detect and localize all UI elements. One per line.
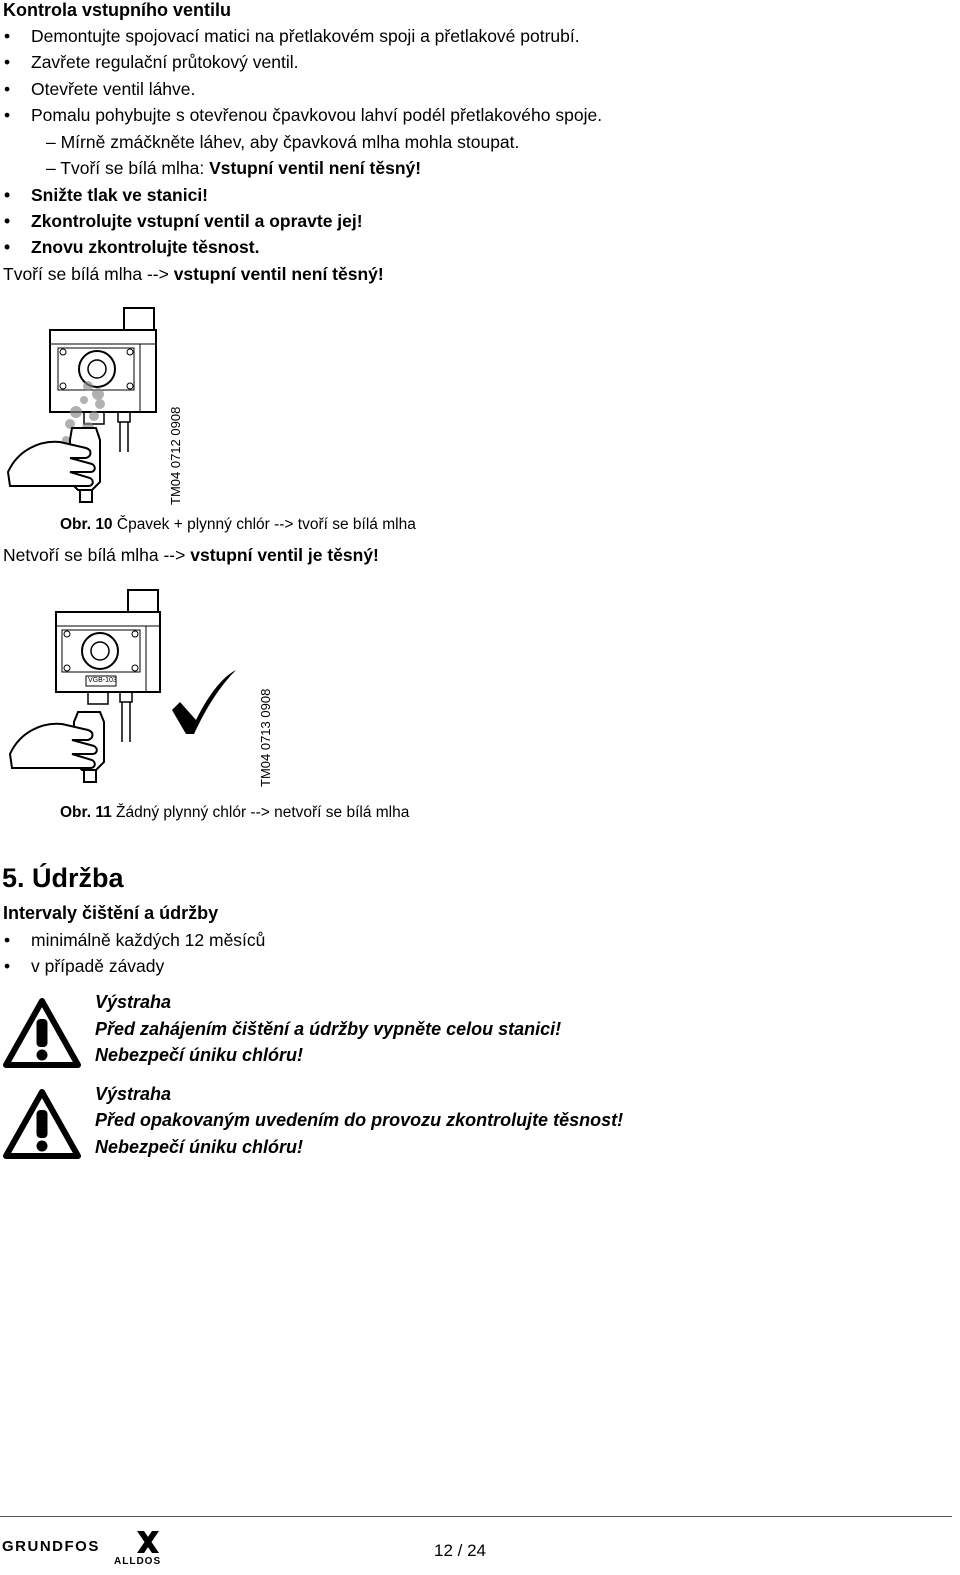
list-item: • Zavřete regulační průtokový ventil. [4,52,299,72]
list-item: • minimálně každých 12 měsíců [4,930,266,950]
checkmark-icon [172,670,236,734]
warning-title: Výstraha [95,992,172,1012]
list-item-bold: • Zkontrolujte vstupní ventil a opravte jej! [4,211,363,231]
result-line-tight: Netvoří se bílá mlha --> vstupní ventil je těsný! [3,545,379,565]
device-label: VGB-103 [88,677,117,684]
warning-title: Výstraha [95,1084,172,1104]
figure-10-code: TM04 0712 0908 [168,406,183,505]
figure-11-illustration [0,582,250,792]
warning-text: Nebezpečí úniku chlóru! [95,1137,304,1157]
warning-text: Nebezpečí úniku chlóru! [95,1045,304,1065]
list-item: • Otevřete ventil láhve. [4,79,196,99]
result-line: Tvoří se bílá mlha --> vstupní ventil není těsný! [3,264,384,284]
list-item: • Demontujte spojovací matici na přetlakovém spoji a přetlakové potrubí. [4,26,580,46]
warning-text: Před opakovaným uvedením do provozu zkontrolujte těsnost! [95,1110,624,1130]
list-item: • v případě závady [4,956,165,976]
footer-divider [0,1516,952,1517]
section-5-subheading: Intervaly čištění a údržby [3,903,219,923]
warning-text: Před zahájením čištění a údržby vypněte celou stanici! [95,1019,562,1039]
dash-item: – Tvoří se bílá mlha: Vstupní ventil není těsný! [46,158,422,178]
figure-11-code: TM04 0713 0908 [258,688,273,787]
figure-11-caption: Obr. 11 Žádný plynný chlór --> netvoří se bílá mlha [60,804,410,821]
page-number: 12 / 24 [434,1541,486,1560]
section-heading-valve-check: Kontrola vstupního ventilu [3,0,231,20]
warning-triangle-icon [2,1088,82,1160]
dash-item: – Mírně zmáčkněte láhev, aby čpavková mlha mohla stoupat. [46,132,520,152]
brand-sub: ALLDOS [114,1556,162,1567]
section-5-heading: 5. Údržba [2,863,124,893]
alldos-x-icon [134,1528,162,1556]
list-item-bold: • Snižte tlak ve stanici! [4,185,209,205]
list-item-bold: • Znovu zkontrolujte těsnost. [4,237,260,257]
figure-10-caption: Obr. 10 Čpavek + plynný chlór --> tvoří se bílá mlha [60,516,416,533]
warning-triangle-icon [2,997,82,1069]
brand-logo: GRUNDFOS [2,1538,100,1555]
list-item: • Pomalu pohybujte s otevřenou čpavkovou lahví podél přetlakového spoje. [4,105,603,125]
